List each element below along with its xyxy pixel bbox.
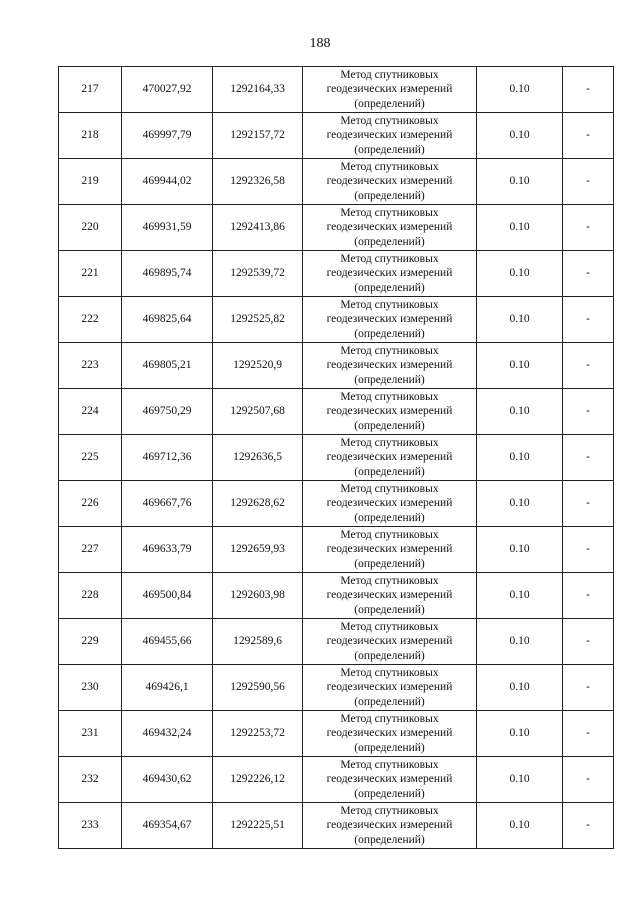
table-row [59, 435, 614, 481]
point-number-cell: 233 [59, 803, 122, 849]
table-row [59, 67, 614, 113]
method-cell [303, 297, 477, 343]
point-number-cell: 224 [59, 389, 122, 435]
accuracy-cell: 0.10 [477, 573, 563, 619]
method-line: геодезических измерений [326, 635, 453, 648]
table-row [59, 251, 614, 297]
method-line: (определений) [354, 419, 425, 432]
method-cell [303, 573, 477, 619]
method-line: (определений) [354, 143, 425, 156]
method-line: (определений) [354, 741, 425, 754]
method-line: Метод спутниковых [340, 114, 439, 127]
x-coordinate-cell: 469895,74 [122, 251, 213, 297]
method-line: геодезических измерений [326, 175, 453, 188]
point-number-cell: 222 [59, 297, 122, 343]
y-coordinate-cell: 1292589,6 [213, 619, 303, 665]
y-coordinate-cell: 1292225,51 [213, 803, 303, 849]
method-line: геодезических измерений [326, 221, 453, 234]
point-number-cell: 232 [59, 757, 122, 803]
accuracy-cell: 0.10 [477, 113, 563, 159]
method-line: геодезических измерений [326, 773, 453, 786]
method-line: Метод спутниковых [340, 390, 439, 403]
method-line: Метод спутниковых [340, 436, 439, 449]
method-line: геодезических измерений [326, 681, 453, 694]
method-line: Метод спутниковых [340, 666, 439, 679]
y-coordinate-cell: 1292636,5 [213, 435, 303, 481]
table-body [59, 67, 614, 849]
method-line: геодезических измерений [326, 451, 453, 464]
y-coordinate-cell: 1292520,9 [213, 343, 303, 389]
point-number-cell: 228 [59, 573, 122, 619]
x-coordinate-cell: 469354,67 [122, 803, 213, 849]
method-line: (определений) [354, 235, 425, 248]
note-cell: - [563, 665, 614, 711]
method-line: геодезических измерений [326, 359, 453, 372]
method-line: геодезических измерений [326, 819, 453, 832]
y-coordinate-cell: 1292164,33 [213, 67, 303, 113]
method-line: (определений) [354, 281, 425, 294]
method-cell [303, 67, 477, 113]
x-coordinate-cell: 469944,02 [122, 159, 213, 205]
accuracy-cell: 0.10 [477, 757, 563, 803]
method-line: Метод спутниковых [340, 160, 439, 173]
y-coordinate-cell: 1292507,68 [213, 389, 303, 435]
y-coordinate-cell: 1292525,82 [213, 297, 303, 343]
method-line: (определений) [354, 511, 425, 524]
point-number-cell: 218 [59, 113, 122, 159]
method-cell [303, 527, 477, 573]
method-cell [303, 481, 477, 527]
method-line: геодезических измерений [326, 497, 453, 510]
x-coordinate-cell: 469805,21 [122, 343, 213, 389]
table-row [59, 573, 614, 619]
x-coordinate-cell: 469633,79 [122, 527, 213, 573]
y-coordinate-cell: 1292628,62 [213, 481, 303, 527]
table-row [59, 665, 614, 711]
method-cell [303, 711, 477, 757]
point-number-cell: 220 [59, 205, 122, 251]
accuracy-cell: 0.10 [477, 67, 563, 113]
method-line: (определений) [354, 603, 425, 616]
accuracy-cell: 0.10 [477, 159, 563, 205]
note-cell: - [563, 619, 614, 665]
x-coordinate-cell: 469667,76 [122, 481, 213, 527]
method-line: Метод спутниковых [340, 206, 439, 219]
method-line: (определений) [354, 465, 425, 478]
x-coordinate-cell: 469455,66 [122, 619, 213, 665]
page-number: 188 [309, 36, 331, 51]
method-line: Метод спутниковых [340, 482, 439, 495]
accuracy-cell: 0.10 [477, 251, 563, 297]
method-line: Метод спутниковых [340, 574, 439, 587]
x-coordinate-cell: 469500,84 [122, 573, 213, 619]
accuracy-cell: 0.10 [477, 389, 563, 435]
method-line: Метод спутниковых [340, 68, 439, 81]
note-cell: - [563, 435, 614, 481]
method-line: (определений) [354, 649, 425, 662]
method-line: (определений) [354, 97, 425, 110]
x-coordinate-cell: 470027,92 [122, 67, 213, 113]
point-number-cell: 223 [59, 343, 122, 389]
note-cell: - [563, 481, 614, 527]
point-number-cell: 221 [59, 251, 122, 297]
y-coordinate-cell: 1292590,56 [213, 665, 303, 711]
note-cell: - [563, 67, 614, 113]
method-line: геодезических измерений [326, 83, 453, 96]
method-cell [303, 113, 477, 159]
method-line: геодезических измерений [326, 313, 453, 326]
point-number-cell: 217 [59, 67, 122, 113]
method-cell [303, 251, 477, 297]
point-number-cell: 225 [59, 435, 122, 481]
note-cell: - [563, 297, 614, 343]
accuracy-cell: 0.10 [477, 343, 563, 389]
note-cell: - [563, 343, 614, 389]
y-coordinate-cell: 1292413,86 [213, 205, 303, 251]
accuracy-cell: 0.10 [477, 665, 563, 711]
accuracy-cell: 0.10 [477, 619, 563, 665]
accuracy-cell: 0.10 [477, 205, 563, 251]
method-line: геодезических измерений [326, 589, 453, 602]
table-row [59, 527, 614, 573]
method-line: Метод спутниковых [340, 252, 439, 265]
note-cell: - [563, 113, 614, 159]
method-line: (определений) [354, 787, 425, 800]
point-number-cell: 227 [59, 527, 122, 573]
y-coordinate-cell: 1292659,93 [213, 527, 303, 573]
table-row [59, 159, 614, 205]
method-line: геодезических измерений [326, 405, 453, 418]
y-coordinate-cell: 1292326,58 [213, 159, 303, 205]
table-row [59, 113, 614, 159]
table-row [59, 803, 614, 849]
table-row [59, 343, 614, 389]
method-line: геодезических измерений [326, 727, 453, 740]
note-cell: - [563, 573, 614, 619]
method-cell [303, 389, 477, 435]
note-cell: - [563, 251, 614, 297]
method-cell [303, 803, 477, 849]
accuracy-cell: 0.10 [477, 481, 563, 527]
x-coordinate-cell: 469997,79 [122, 113, 213, 159]
note-cell: - [563, 389, 614, 435]
table-row [59, 389, 614, 435]
method-line: Метод спутниковых [340, 712, 439, 725]
y-coordinate-cell: 1292226,12 [213, 757, 303, 803]
y-coordinate-cell: 1292157,72 [213, 113, 303, 159]
x-coordinate-cell: 469426,1 [122, 665, 213, 711]
method-line: (определений) [354, 695, 425, 708]
point-number-cell: 219 [59, 159, 122, 205]
x-coordinate-cell: 469931,59 [122, 205, 213, 251]
y-coordinate-cell: 1292253,72 [213, 711, 303, 757]
note-cell: - [563, 803, 614, 849]
note-cell: - [563, 527, 614, 573]
coordinates-table [58, 66, 614, 849]
method-cell [303, 619, 477, 665]
x-coordinate-cell: 469432,24 [122, 711, 213, 757]
method-cell [303, 205, 477, 251]
method-cell [303, 435, 477, 481]
x-coordinate-cell: 469712,36 [122, 435, 213, 481]
method-line: (определений) [354, 189, 425, 202]
method-line: (определений) [354, 373, 425, 386]
accuracy-cell: 0.10 [477, 803, 563, 849]
accuracy-cell: 0.10 [477, 527, 563, 573]
note-cell: - [563, 757, 614, 803]
method-cell [303, 159, 477, 205]
x-coordinate-cell: 469430,62 [122, 757, 213, 803]
x-coordinate-cell: 469825,64 [122, 297, 213, 343]
point-number-cell: 229 [59, 619, 122, 665]
accuracy-cell: 0.10 [477, 435, 563, 481]
method-line: (определений) [354, 327, 425, 340]
table-row [59, 619, 614, 665]
x-coordinate-cell: 469750,29 [122, 389, 213, 435]
accuracy-cell: 0.10 [477, 297, 563, 343]
method-cell [303, 665, 477, 711]
accuracy-cell: 0.10 [477, 711, 563, 757]
method-cell [303, 757, 477, 803]
method-line: геодезических измерений [326, 129, 453, 142]
method-line: (определений) [354, 833, 425, 846]
note-cell: - [563, 159, 614, 205]
method-line: геодезических измерений [326, 543, 453, 556]
method-line: Метод спутниковых [340, 804, 439, 817]
method-cell [303, 343, 477, 389]
point-number-cell: 226 [59, 481, 122, 527]
y-coordinate-cell: 1292539,72 [213, 251, 303, 297]
note-cell: - [563, 205, 614, 251]
method-line: Метод спутниковых [340, 528, 439, 541]
table-row [59, 711, 614, 757]
point-number-cell: 231 [59, 711, 122, 757]
point-number-cell: 230 [59, 665, 122, 711]
y-coordinate-cell: 1292603,98 [213, 573, 303, 619]
method-line: геодезических измерений [326, 267, 453, 280]
table-row [59, 481, 614, 527]
method-line: Метод спутниковых [340, 758, 439, 771]
method-line: Метод спутниковых [340, 344, 439, 357]
table-row [59, 757, 614, 803]
method-line: Метод спутниковых [340, 620, 439, 633]
table-row [59, 205, 614, 251]
method-line: (определений) [354, 557, 425, 570]
table-row [59, 297, 614, 343]
method-line: Метод спутниковых [340, 298, 439, 311]
note-cell: - [563, 711, 614, 757]
